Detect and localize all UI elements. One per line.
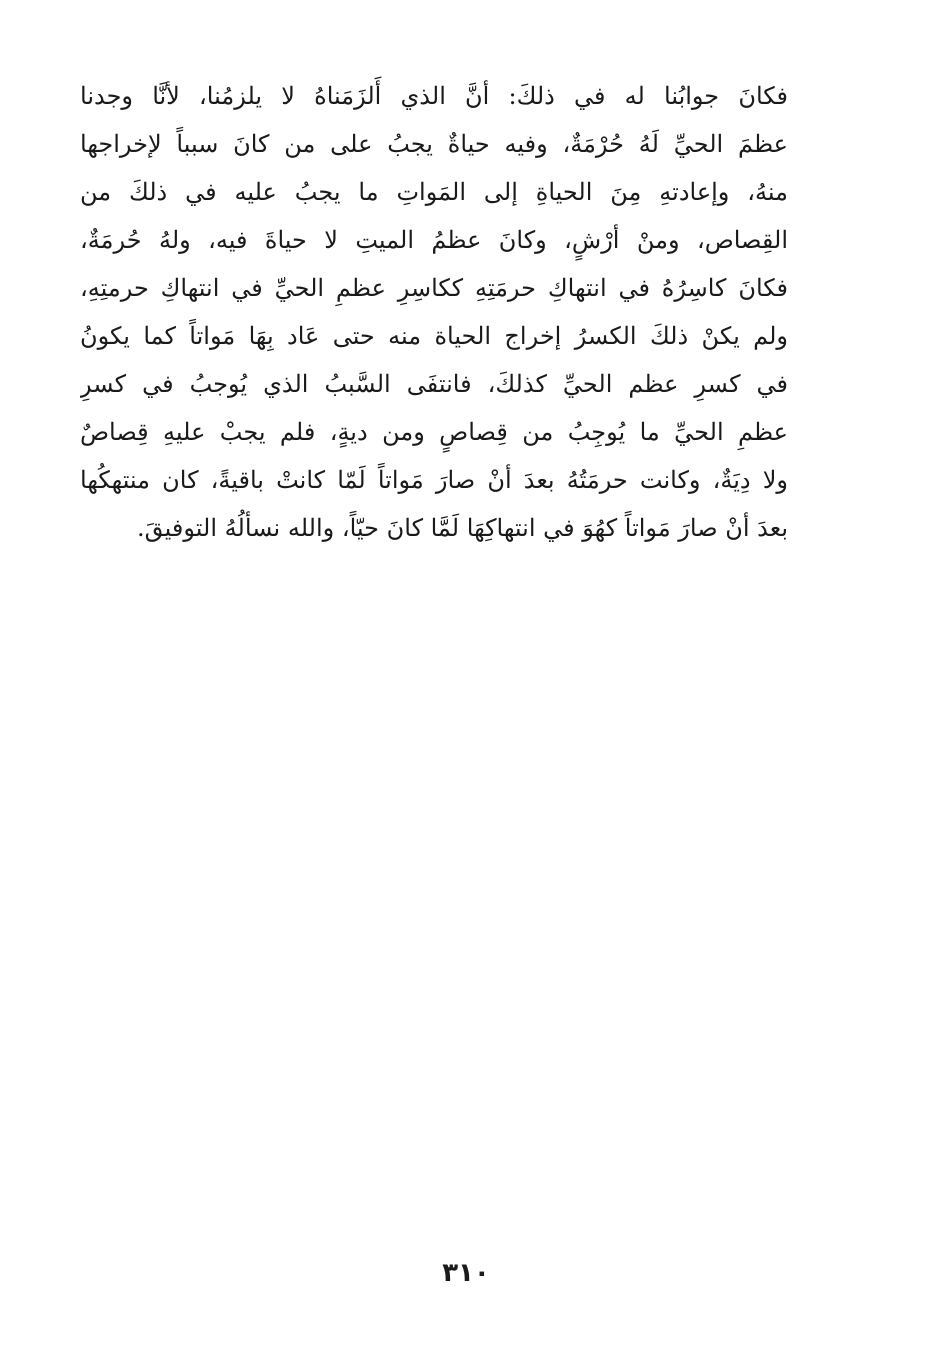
page-number: ٣١٠ (442, 1258, 490, 1288)
text-line: عظمَ الحيِّ لَهُ حُرْمَةٌ، وفيه حياةٌ يجبُ على من كانَ سبباً لإخراجها (80, 130, 788, 158)
text-line: ولم يكنْ ذلكَ الكسرُ إخراج الحياة منه حتى عَاد بِهَا مَواتاً كما يكونُ (80, 322, 788, 350)
text-line-last: بعدَ أنْ صارَ مَواتاً كهُوَ في انتهاكِهَا لَمَّا كانَ حيّاً، والله نسألُهُ التوفيقَ. (137, 514, 788, 542)
body-paragraph (80, 72, 788, 552)
text-line: فكانَ جوابُنا له في ذلكَ: أنَّ الذي أَلزَمَناهُ لا يلزمُنا، لأنَّا وجدنا (80, 82, 788, 110)
text-line: القِصاص، ومنْ أرْشٍ، وكانَ عظمُ الميتِ لا حياةَ فيه، ولهُ حُرمَةٌ، (80, 226, 788, 254)
text-line: ولا دِيَةٌ، وكانت حرمَتُهُ بعدَ أنْ صارَ مَواتاً لَمّا كانتْ باقيةً، كان منتهكُها (80, 466, 788, 494)
text-line: فكانَ كاسِرُهُ في انتهاكِ حرمَتِهِ ككاسِرِ عظمِ الحيِّ في انتهاكِ حرمتِهِ، (80, 274, 788, 302)
text-line: عظمِ الحيِّ ما يُوجِبُ من قِصاصٍ ومن ديةٍ، فلم يجبْ عليهِ قِصاصٌ (80, 418, 788, 446)
text-line: في كسرِ عظم الحيِّ كذلكَ، فانتفَى السَّببُ الذي يُوجبُ في كسرِ (80, 370, 788, 398)
text-line: منهُ، وإعادتهِ مِنَ الحياةِ إلى المَواتِ ما يجبُ عليه في ذلكَ من (80, 178, 788, 206)
